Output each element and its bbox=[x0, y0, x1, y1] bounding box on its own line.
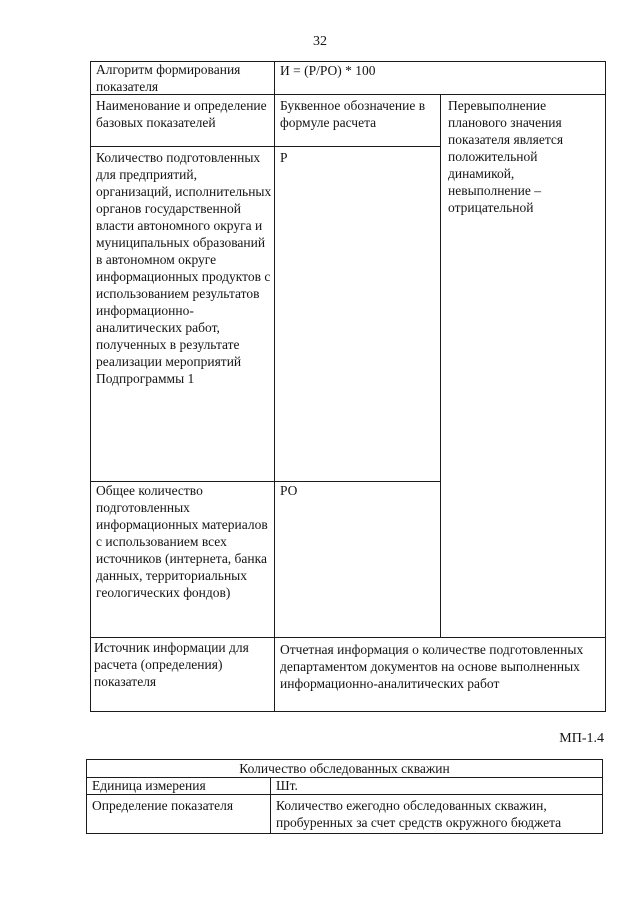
definition-value: Количество ежегодно обследованных скважин, пробуренных за счет средств окружного бюджета bbox=[276, 798, 562, 830]
table-rule bbox=[86, 833, 603, 834]
row-p-description: Количество подготовленных для предприятий, организаций, исполнительных органов государственной власти автономного округа и муниципальных образований в автономном округе информационных продуктов с использованием результатов информационно-аналитических работ, полученных в результате реализации мероприятий Подпрограммы 1 bbox=[96, 150, 272, 386]
definition-label: Определение показателя bbox=[92, 798, 234, 813]
row-po-description: Общее количество подготовленных информационных материалов с использованием всех источников (интернета, банка данных, территориальных геологических фондов) bbox=[96, 483, 268, 600]
table-rule bbox=[86, 794, 603, 795]
page-number: 32 bbox=[313, 34, 327, 49]
mp-code: МП-1.4 bbox=[559, 731, 604, 746]
table-rule bbox=[605, 61, 606, 712]
table-rule bbox=[274, 61, 275, 712]
row-po-letter: РО bbox=[280, 483, 298, 498]
source-value: Отчетная информация о количестве подготовленных департаментом документов на основе выполненных информационно-аналитических работ bbox=[280, 642, 584, 691]
row-p-letter: Р bbox=[280, 150, 288, 165]
unit-label: Единица измерения bbox=[92, 778, 206, 793]
algorithm-formula: И = (Р/РО) * 100 bbox=[280, 63, 376, 78]
letter-designation-label: Буквенное обозначение в формуле расчета bbox=[280, 98, 426, 130]
table-rule bbox=[90, 711, 606, 712]
table-rule bbox=[440, 94, 441, 637]
table-rule bbox=[90, 637, 606, 638]
base-indicators-label: Наименование и определение базовых показателей bbox=[96, 98, 267, 130]
table-rule bbox=[90, 146, 440, 147]
dynamics-note: Перевыполнение планового значения показателя является положительной динамикой, невыполнение – отрицательной bbox=[448, 98, 564, 215]
unit-value: Шт. bbox=[276, 778, 298, 793]
table-title: Количество обследованных скважин bbox=[239, 761, 450, 776]
algorithm-label: Алгоритм формирования показателя bbox=[96, 62, 241, 94]
table-rule bbox=[90, 61, 91, 712]
table-rule bbox=[270, 777, 271, 834]
source-label: Источник информации для расчета (определения) показателя bbox=[94, 640, 249, 689]
